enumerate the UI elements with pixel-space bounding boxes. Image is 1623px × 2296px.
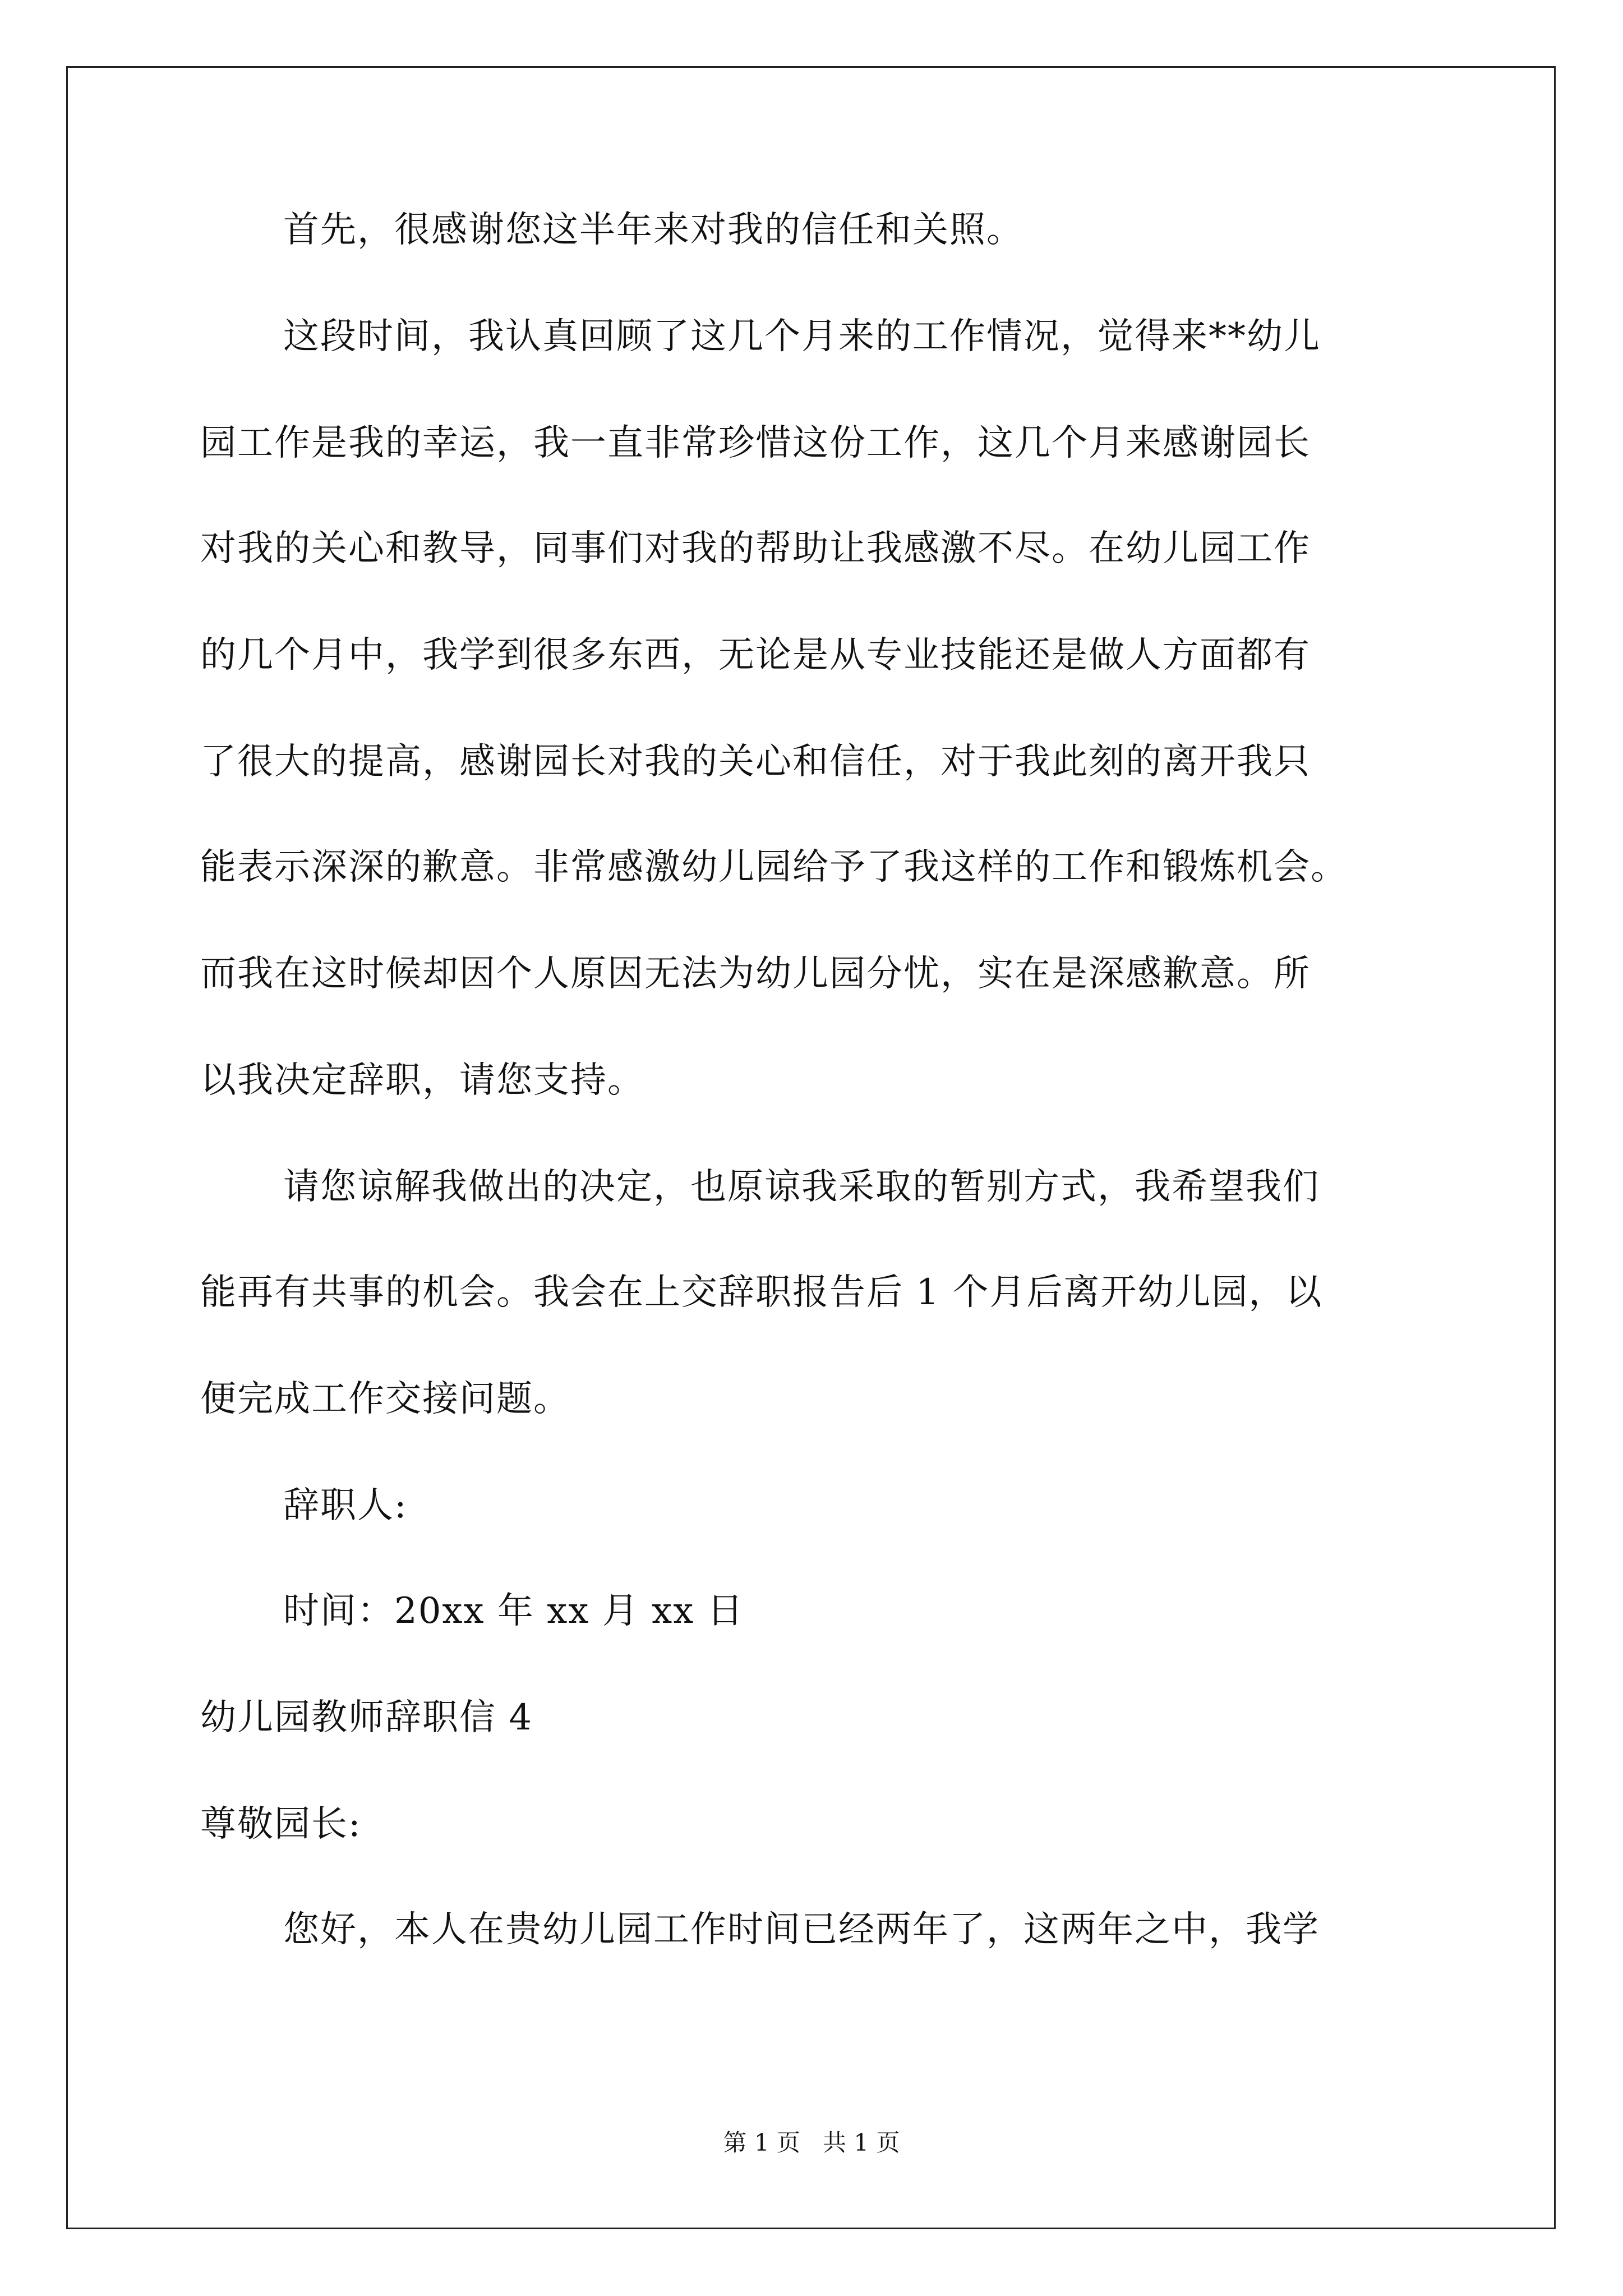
paragraph-line: 对我的关心和教导，同事们对我的帮助让我感激不尽。在幼儿园工作	[200, 528, 1311, 569]
paragraph-line: 请您谅解我做出的决定，也原谅我采取的暂别方式，我希望我们	[283, 1166, 1320, 1208]
paragraph-line: 了很大的提高，感谢园长对我的关心和信任，对于我此刻的离开我只	[200, 741, 1311, 783]
paragraph-line: 的几个月中，我学到很多东西，无论是从专业技能还是做人方面都有	[200, 634, 1311, 676]
date-line: 时间：20xx 年 xx 月 xx 日	[283, 1590, 744, 1632]
paragraph-line: 这段时间，我认真回顾了这几个月来的工作情况，觉得来**幼儿	[283, 316, 1321, 357]
section-title: 幼儿园教师辞职信 4	[200, 1697, 533, 1738]
paragraph-line: 便完成工作交接问题。	[200, 1378, 570, 1420]
paragraph-line: 以我决定辞职，请您支持。	[200, 1060, 644, 1101]
paragraph-line: 首先，很感谢您这半年来对我的信任和关照。	[283, 209, 1023, 251]
paragraph-line: 园工作是我的幸运，我一直非常珍惜这份工作，这几个月来感谢园长	[200, 422, 1311, 464]
paragraph-line: 您好，本人在贵幼儿园工作时间已经两年了，这两年之中，我学	[283, 1909, 1320, 1950]
signature-label: 辞职人:	[283, 1485, 408, 1526]
paragraph-line: 能表示深深的歉意。非常感激幼儿园给予了我这样的工作和锻炼机会。	[200, 846, 1348, 888]
paragraph-line: 能再有共事的机会。我会在上交辞职报告后 1 个月后离开幼儿园，以	[200, 1272, 1323, 1313]
page-footer: 第 1 页 共 1 页	[723, 2129, 900, 2156]
salutation: 尊敬园长:	[200, 1803, 362, 1845]
paragraph-line: 而我在这时候却因个人原因无法为幼儿园分忧，实在是深感歉意。所	[200, 953, 1311, 995]
page-border	[66, 66, 1556, 2229]
